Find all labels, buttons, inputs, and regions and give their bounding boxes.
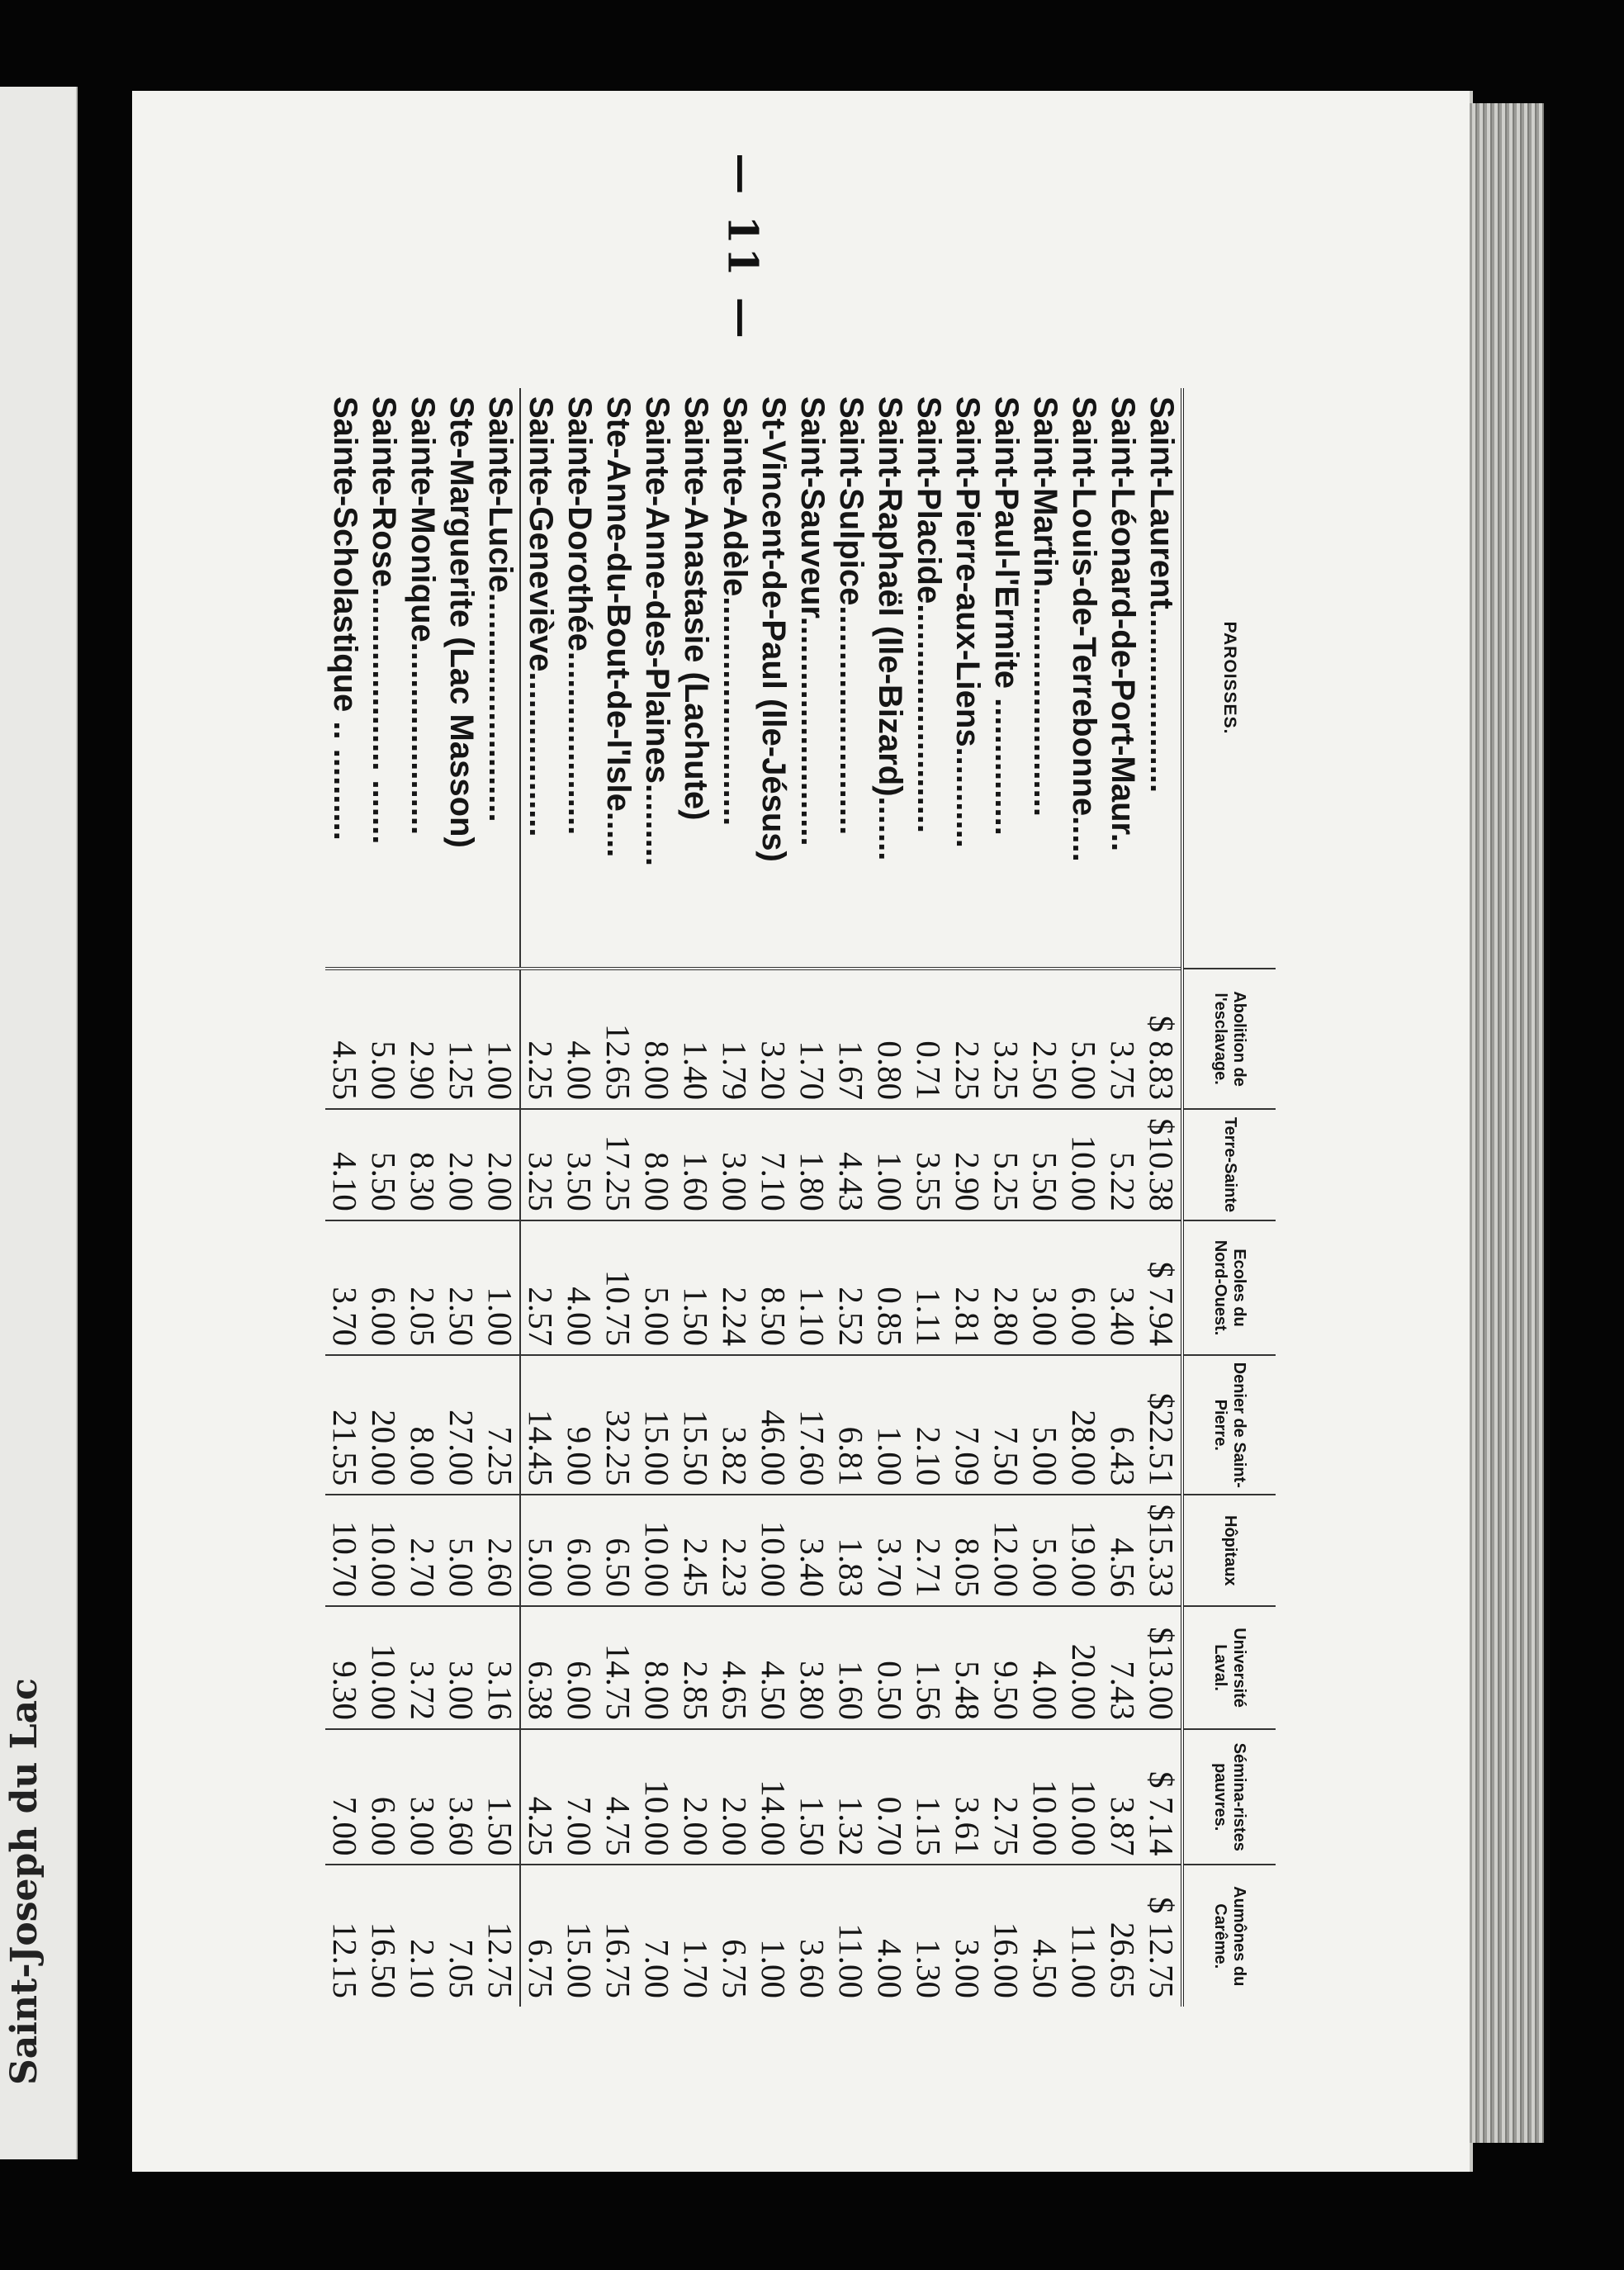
cell: 1.00 [481, 969, 520, 1109]
table-row [1064, 388, 1103, 2007]
cell: 3.80 [793, 1606, 831, 1729]
cell: 2.60 [481, 1495, 520, 1606]
table-row [793, 388, 831, 2007]
cell: 7.00 [560, 1729, 599, 1865]
page-fore-edge [1470, 103, 1544, 2143]
cell: 10.00 [1064, 1109, 1103, 1220]
table-row [754, 388, 793, 2007]
cell: 8.05 [948, 1495, 987, 1606]
cell: 21.55 [325, 1355, 364, 1495]
cell: 5.48 [948, 1606, 987, 1729]
cell: 17.60 [793, 1355, 831, 1495]
parish-name: Sainte-Rose.................... ....... [364, 388, 403, 969]
parish-name: Saint-Léonard-de-Port-Maur.. [1103, 388, 1142, 969]
left-page-edge [0, 87, 78, 2159]
parish-name: Sainte-Dorothée.................... [560, 388, 599, 969]
table-row [715, 388, 754, 2007]
cell: 1.10 [793, 1220, 831, 1355]
parish-name: Ste-Anne-du-Bout-de-l'Isle..... [599, 388, 637, 969]
table-row [987, 388, 1025, 2007]
header-seminaristes: Sémina-ristes pauvres. [1182, 1729, 1276, 1865]
table-body [325, 388, 1182, 2007]
cell: 0.50 [870, 1606, 909, 1729]
cell: 4.00 [560, 1220, 599, 1355]
cell: 3.00 [948, 1865, 987, 2007]
parish-name: Saint-Sulpice......................... [831, 388, 870, 969]
cell: $ 12.75 [1142, 1865, 1182, 2007]
table-row [560, 388, 599, 2007]
parish-name: Ste-Marguerite (Lac Masson) [442, 388, 481, 969]
cell: 2.75 [987, 1729, 1025, 1865]
cell: 5.00 [364, 969, 403, 1109]
table-row [325, 388, 364, 2007]
parish-name: St-Vincent-de-Paul (Ile-Jésus) [754, 388, 793, 969]
cell: 2.25 [948, 969, 987, 1109]
cell: 1.80 [793, 1109, 831, 1220]
cell: 3.70 [870, 1495, 909, 1606]
cell: 12.15 [325, 1865, 364, 2007]
cell: 3.61 [948, 1729, 987, 1865]
cell: 12.00 [987, 1495, 1025, 1606]
cell: 1.70 [793, 969, 831, 1109]
table-row [403, 388, 442, 2007]
cell: 3.50 [560, 1109, 599, 1220]
parish-name: Sainte-Geneviève.................. [520, 388, 560, 969]
cell: 2.90 [403, 969, 442, 1109]
cell: 4.10 [325, 1109, 364, 1220]
cell: 3.25 [987, 969, 1025, 1109]
cell: 4.65 [715, 1606, 754, 1729]
cell: 1.00 [870, 1355, 909, 1495]
cell: $ 8.83 [1142, 969, 1182, 1109]
cell: 8.00 [637, 1109, 676, 1220]
cell: 3.40 [793, 1495, 831, 1606]
cell: 8.00 [637, 969, 676, 1109]
cell: $22.51 [1142, 1355, 1182, 1495]
cell: 1.00 [481, 1220, 520, 1355]
cell: 4.00 [1025, 1606, 1064, 1729]
cell: 7.00 [325, 1729, 364, 1865]
cell: 14.00 [754, 1729, 793, 1865]
table-row [442, 388, 481, 2007]
table-row [948, 388, 987, 2007]
cell: 2.10 [909, 1355, 948, 1495]
cell: 1.15 [909, 1729, 948, 1865]
cell: 8.00 [637, 1606, 676, 1729]
cell: 10.00 [1064, 1729, 1103, 1865]
cell: 1.67 [831, 969, 870, 1109]
cell: 19.00 [1064, 1495, 1103, 1606]
cell: 6.50 [599, 1495, 637, 1606]
cell: 9.00 [560, 1355, 599, 1495]
table-row [676, 388, 715, 2007]
cell: 10.75 [599, 1220, 637, 1355]
cell: 11.00 [831, 1865, 870, 2007]
cell: 2.25 [520, 969, 560, 1109]
cell: 46.00 [754, 1355, 793, 1495]
cell: $15.33 [1142, 1495, 1182, 1606]
cell: 2.10 [403, 1865, 442, 2007]
cell: 6.00 [560, 1606, 599, 1729]
cell: 7.00 [637, 1865, 676, 2007]
cell: 2.70 [403, 1495, 442, 1606]
cell: 8.00 [403, 1355, 442, 1495]
cell: 14.45 [520, 1355, 560, 1495]
cell: 4.43 [831, 1109, 870, 1220]
cell: 0.70 [870, 1729, 909, 1865]
parish-name: Saint-Martin......................... [1025, 388, 1064, 969]
cell: $ 7.94 [1142, 1220, 1182, 1355]
cell: 5.00 [637, 1220, 676, 1355]
cell: 1.70 [676, 1865, 715, 2007]
cell: 20.00 [364, 1355, 403, 1495]
table-row [520, 388, 560, 2007]
cell: 3.75 [1103, 969, 1142, 1109]
cell: 3.00 [1025, 1220, 1064, 1355]
cell: 6.00 [560, 1495, 599, 1606]
cell: 2.71 [909, 1495, 948, 1606]
cell: 2.90 [948, 1109, 987, 1220]
cell: 2.85 [676, 1606, 715, 1729]
cell: 16.75 [599, 1865, 637, 2007]
table-row [870, 388, 909, 2007]
cell: 5.25 [987, 1109, 1025, 1220]
parish-name: Sainte-Anastasie (Lachute) [676, 388, 715, 969]
parish-name: Saint-Sauveur......................... [793, 388, 831, 969]
cell: 2.00 [481, 1109, 520, 1220]
cell: 4.56 [1103, 1495, 1142, 1606]
cell: 10.00 [637, 1495, 676, 1606]
cell: 2.81 [948, 1220, 987, 1355]
cell: 6.75 [715, 1865, 754, 2007]
cell: 27.00 [442, 1355, 481, 1495]
cell: 26.65 [1103, 1865, 1142, 2007]
table-row [909, 388, 948, 2007]
cell: 1.11 [909, 1220, 948, 1355]
cell: 17.25 [599, 1109, 637, 1220]
table-row [831, 388, 870, 2007]
cell: 4.25 [520, 1729, 560, 1865]
cell: 1.50 [793, 1729, 831, 1865]
cell: 1.50 [676, 1220, 715, 1355]
header-paroisses: PAROISSES. [1182, 388, 1276, 969]
header-abolition: Abolition de l'esclavage. [1182, 969, 1276, 1109]
cell: 10.00 [364, 1495, 403, 1606]
cell: 1.32 [831, 1729, 870, 1865]
cell: 1.00 [870, 1109, 909, 1220]
cell: 3.60 [442, 1729, 481, 1865]
parish-name: Sainte-Lucie......................... [481, 388, 520, 969]
parish-name: Saint-Pierre-aux-Liens........... [948, 388, 987, 969]
cell: 5.00 [442, 1495, 481, 1606]
parish-collections-table [325, 388, 1276, 2007]
cell: $ 7.14 [1142, 1729, 1182, 1865]
parish-name: Sainte-Adèle......................... [715, 388, 754, 969]
header-denier: Denier de Saint-Pierre. [1182, 1355, 1276, 1495]
cell: 15.00 [637, 1355, 676, 1495]
cell: 4.50 [754, 1606, 793, 1729]
cell: 3.40 [1103, 1220, 1142, 1355]
header-ecoles: Ecoles du Nord-Ouest. [1182, 1220, 1276, 1355]
header-hopitaux: Hôpitaux [1182, 1495, 1276, 1606]
table-header-row [1182, 388, 1276, 2007]
left-page-spine-text: Saint-Joseph du Lac [3, 1678, 45, 2085]
cell: 7.50 [987, 1355, 1025, 1495]
cell: 4.00 [560, 969, 599, 1109]
cell: 3.55 [909, 1109, 948, 1220]
cell: 6.43 [1103, 1355, 1142, 1495]
cell: 3.00 [715, 1109, 754, 1220]
cell: 1.56 [909, 1606, 948, 1729]
cell: 32.25 [599, 1355, 637, 1495]
cell: 14.75 [599, 1606, 637, 1729]
cell: 7.43 [1103, 1606, 1142, 1729]
cell: 1.25 [442, 969, 481, 1109]
cell: 2.80 [987, 1220, 1025, 1355]
parish-name: Sainte-Scholastique .. .......... [325, 388, 364, 969]
cell: 28.00 [1064, 1355, 1103, 1495]
header-terre-sainte: Terre-Sainte [1182, 1109, 1276, 1220]
cell: 0.85 [870, 1220, 909, 1355]
parish-name: Saint-Paul-l'Ermite ............... [987, 388, 1025, 969]
cell: 5.50 [364, 1109, 403, 1220]
table-row [637, 388, 676, 2007]
cell: 2.50 [442, 1220, 481, 1355]
parish-collections-table-wrapper [326, 388, 1276, 2007]
parish-name: Saint-Placide......................... [909, 388, 948, 969]
cell: 2.52 [831, 1220, 870, 1355]
cell: 1.30 [909, 1865, 948, 2007]
cell: 6.00 [364, 1220, 403, 1355]
table-row [481, 388, 520, 2007]
cell: 1.60 [676, 1109, 715, 1220]
parish-name: Saint-Raphaël (Ile-Bizard)....... [870, 388, 909, 969]
cell: 12.65 [599, 969, 637, 1109]
page-number: — 11 — [718, 153, 768, 342]
cell: 10.00 [637, 1729, 676, 1865]
cell: 2.05 [403, 1220, 442, 1355]
table-row [1103, 388, 1142, 2007]
header-universite: Université Laval. [1182, 1606, 1276, 1729]
cell: 6.00 [1064, 1220, 1103, 1355]
cell: 2.45 [676, 1495, 715, 1606]
cell: 7.05 [442, 1865, 481, 2007]
parish-name: Sainte-Anne-des-Plaines......... [637, 388, 676, 969]
cell: 2.00 [442, 1109, 481, 1220]
cell: 3.70 [325, 1220, 364, 1355]
header-aumones: Aumônes du Carême. [1182, 1865, 1276, 2007]
cell: 6.00 [364, 1729, 403, 1865]
cell: 5.00 [1025, 1495, 1064, 1606]
cell: 7.25 [481, 1355, 520, 1495]
cell: 5.50 [1025, 1109, 1064, 1220]
cell: 1.79 [715, 969, 754, 1109]
cell: 3.25 [520, 1109, 560, 1220]
parish-name: Saint-Laurent.................... [1142, 388, 1182, 969]
parish-name: Sainte-Monique..................... [403, 388, 442, 969]
cell: 6.38 [520, 1606, 560, 1729]
cell: 4.75 [599, 1729, 637, 1865]
cell: 5.00 [1064, 969, 1103, 1109]
cell: 9.50 [987, 1606, 1025, 1729]
cell: 0.80 [870, 969, 909, 1109]
cell: 9.30 [325, 1606, 364, 1729]
cell: 5.22 [1103, 1109, 1142, 1220]
cell: 7.09 [948, 1355, 987, 1495]
cell: 8.50 [754, 1220, 793, 1355]
cell: 15.50 [676, 1355, 715, 1495]
cell: 6.75 [520, 1865, 560, 2007]
cell: 11.00 [1064, 1865, 1103, 2007]
cell: 3.20 [754, 969, 793, 1109]
cell: 5.00 [520, 1495, 560, 1606]
cell: 16.00 [987, 1865, 1025, 2007]
cell: 8.30 [403, 1109, 442, 1220]
cell: 4.55 [325, 969, 364, 1109]
cell: 3.16 [481, 1606, 520, 1729]
cell: 1.00 [754, 1865, 793, 2007]
cell: 10.00 [1025, 1729, 1064, 1865]
cell: 2.23 [715, 1495, 754, 1606]
cell: 10.00 [754, 1495, 793, 1606]
cell: 1.50 [481, 1729, 520, 1865]
cell: 6.81 [831, 1355, 870, 1495]
cell: 2.24 [715, 1220, 754, 1355]
cell: 3.82 [715, 1355, 754, 1495]
cell: 3.87 [1103, 1729, 1142, 1865]
cell: 1.60 [831, 1606, 870, 1729]
cell: 15.00 [560, 1865, 599, 2007]
cell: $13.00 [1142, 1606, 1182, 1729]
cell: 3.60 [793, 1865, 831, 2007]
cell: $10.38 [1142, 1109, 1182, 1220]
cell: 7.10 [754, 1109, 793, 1220]
cell: 10.00 [364, 1606, 403, 1729]
cell: 3.00 [403, 1729, 442, 1865]
cell: 2.00 [715, 1729, 754, 1865]
parish-name: Saint-Louis-de-Terrebonne..... [1064, 388, 1103, 969]
cell: 2.50 [1025, 969, 1064, 1109]
table-row [1025, 388, 1064, 2007]
cell: 3.00 [442, 1606, 481, 1729]
cell: 4.00 [870, 1865, 909, 2007]
cell: 0.71 [909, 969, 948, 1109]
cell: 10.70 [325, 1495, 364, 1606]
cell: 4.50 [1025, 1865, 1064, 2007]
cell: 20.00 [1064, 1606, 1103, 1729]
cell: 12.75 [481, 1865, 520, 2007]
table-row [1142, 388, 1182, 2007]
table-row [364, 388, 403, 2007]
table-row [599, 388, 637, 2007]
cell: 1.40 [676, 969, 715, 1109]
cell: 2.57 [520, 1220, 560, 1355]
cell: 3.72 [403, 1606, 442, 1729]
cell: 16.50 [364, 1865, 403, 2007]
cell: 5.00 [1025, 1355, 1064, 1495]
cell: 1.83 [831, 1495, 870, 1606]
cell: 2.00 [676, 1729, 715, 1865]
